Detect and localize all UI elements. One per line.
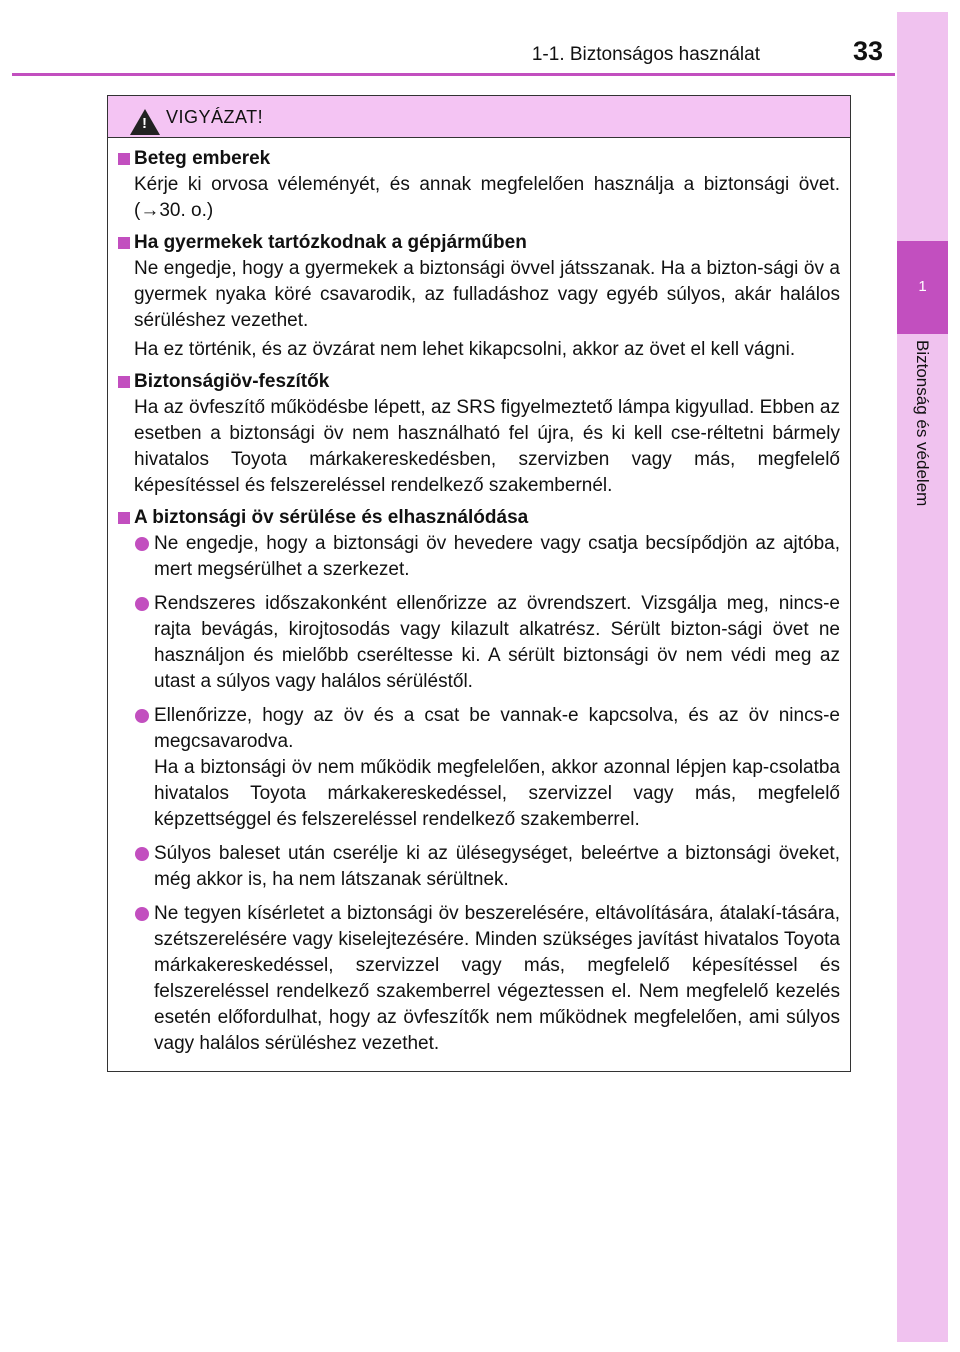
section-heading <box>114 369 840 395</box>
bullet-paragraph: Ha a biztonsági öv nem működik megfelelően, akkor azonnal lépjen kap-csolatba hivatalos Toyota márkakereskedéssel, szervizzel vagy más, megfelelő képzettséggel és felszereléssel rendelkező szakemberrel. <box>154 757 840 830</box>
bullet-item <box>114 531 840 583</box>
caution-section <box>114 369 840 499</box>
warning-icon: ! <box>130 109 160 135</box>
caution-header <box>108 96 850 138</box>
bullet-item <box>114 591 840 695</box>
square-bullet-icon <box>118 237 130 249</box>
chapter-number: 1 <box>918 278 927 295</box>
section-heading <box>114 505 840 531</box>
section-paragraph: Ha az övfeszítő működésbe lépett, az SRS figyelmeztető lámpa kigyullad. Ebben az esetben a biztonsági öv nem használható fel újra, és ki kell cse-réltetni bármely hivatalos Toyota márkakereskedésben, szervizben vagy más, megfelelő képesítéssel és felszereléssel rendelkező szakembernél. <box>134 397 840 496</box>
side-tab <box>897 12 948 1342</box>
caution-box <box>107 95 851 1072</box>
square-bullet-icon <box>118 153 130 165</box>
bullet-paragraph: Súlyos baleset után cserélje ki az ülésegységet, beleértve a biztonsági öveket, még akkor is, ha nem látszanak sérültnek. <box>154 843 840 890</box>
section-heading-text: Ha gyermekek tartózkodnak a gépjárműben <box>134 232 527 253</box>
circle-bullet-icon <box>135 847 149 861</box>
header-section-title: 1-1. Biztonságos használat <box>531 44 760 65</box>
bullet-item <box>114 901 840 1057</box>
section-heading-text: Biztonságiöv-feszítők <box>134 371 330 392</box>
square-bullet-icon <box>118 376 130 388</box>
bullet-paragraph: Ne engedje, hogy a biztonsági öv hevedere vagy csatja becsípődjön az ajtóba, mert megsérülhet a szerkezet. <box>154 533 840 580</box>
circle-bullet-icon <box>135 907 149 921</box>
square-bullet-icon <box>118 512 130 524</box>
section-paragraph: Ne engedje, hogy a gyermekek a biztonsági övvel játsszanak. Ha a bizton-sági öv a gyermek nyaka köré csavarodik, az fulladáshoz vagy egyéb súlyos, akár halálos sérüléshez vezethet. <box>134 258 840 331</box>
caution-title: VIGYÁZAT! <box>166 107 264 127</box>
circle-bullet-icon <box>135 709 149 723</box>
section-heading <box>114 230 840 256</box>
section-heading-text: A biztonsági öv sérülése és elhasználódása <box>134 507 529 528</box>
section-paragraph: Ha ez történik, és az övzárat nem lehet kikapcsolni, akkor az övet el kell vágni. <box>134 339 796 360</box>
caution-section <box>114 505 840 1057</box>
section-heading <box>114 146 840 172</box>
caution-content <box>108 146 850 1065</box>
circle-bullet-icon <box>135 537 149 551</box>
bullet-item <box>114 703 840 833</box>
bullet-paragraph: Rendszeres időszakonként ellenőrizze az övrendszert. Vizsgálja meg, nincs-e rajta bevágás, kirojtosodás vagy kilazult alkatrész. Sérült bizton-sági övet ne használjon és mielőbb cseréltesse ki. A sérült biztonsági öv nem védi meg az utast a súlyos vagy halálos sérüléstől. <box>154 593 840 692</box>
header-rule <box>12 73 895 76</box>
circle-bullet-icon <box>135 597 149 611</box>
bullet-paragraph: Ellenőrizze, hogy az öv és a csat be vannak-e kapcsolva, és az öv nincs-e megcsavarodva. <box>154 705 840 752</box>
section-heading-text: Beteg emberek <box>134 148 271 169</box>
section-paragraph: Kérje ki orvosa véleményét, és annak megfelelően használja a biztonsági övet. (→30. o.) <box>134 174 840 221</box>
caution-section <box>114 146 840 224</box>
chapter-title: Biztonság és védelem <box>913 340 932 507</box>
bullet-paragraph: Ne tegyen kísérletet a biztonsági öv beszerelésére, eltávolítására, átalakí-tására, szétszerelésére vagy kiselejtezésére. Minden szükséges javítást hivatalos Toyota márkakereskedéssel, szervizzel vagy más, megfelelő képesítéssel és felszereléssel rendelkező szakemberrel végeztessen el. Nem megfelelő kezelés esetén előfordulhat, hogy az övfeszítők nem működnek megfelelően, ami súlyos vagy halálos sérüléshez vezethet. <box>154 903 840 1054</box>
page-number: 33 <box>853 36 884 66</box>
caution-section <box>114 230 840 363</box>
bullet-item <box>114 841 840 893</box>
